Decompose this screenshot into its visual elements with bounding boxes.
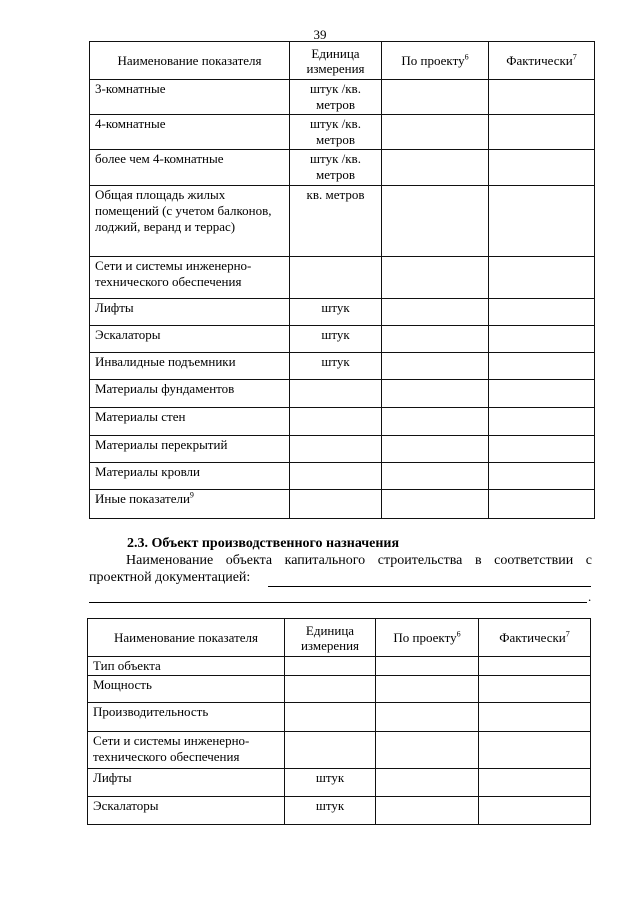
- row-name: Сети и системы инженерно-технического обеспечения: [90, 257, 290, 299]
- header-unit: Единица измерения: [285, 619, 376, 657]
- cell-project[interactable]: [376, 769, 479, 797]
- row-unit: штук: [285, 797, 376, 825]
- cell-actual[interactable]: [489, 257, 595, 299]
- object-name-underline-2[interactable]: [89, 602, 587, 603]
- cell-project[interactable]: [382, 150, 489, 186]
- row-name: Эскалаторы: [88, 797, 285, 825]
- row-name: Лифты: [88, 769, 285, 797]
- object-name-underline-1[interactable]: [268, 586, 591, 587]
- row-name: более чем 4-комнатные: [90, 150, 290, 186]
- table-row: [90, 80, 595, 115]
- cell-project[interactable]: [382, 326, 489, 353]
- row-name: Общая площадь жилых помещений (с учетом балконов, лоджий, веранд и террас): [90, 186, 290, 257]
- cell-project[interactable]: [376, 657, 479, 676]
- cell-actual[interactable]: [489, 490, 595, 519]
- cell-project[interactable]: [382, 436, 489, 463]
- table-row: [90, 115, 595, 150]
- cell-project[interactable]: [382, 408, 489, 436]
- table-row: [90, 326, 595, 353]
- cell-actual[interactable]: [489, 326, 595, 353]
- footnote-mark: 7: [565, 629, 570, 639]
- header-name: Наименование показателя: [88, 619, 285, 657]
- row-name: Эскалаторы: [90, 326, 290, 353]
- table-row: [90, 150, 595, 186]
- footnote-mark: 6: [464, 52, 469, 62]
- row-unit: штук: [290, 326, 382, 353]
- cell-actual[interactable]: [489, 463, 595, 490]
- table-row: [90, 380, 595, 408]
- cell-project[interactable]: [376, 676, 479, 703]
- table-row: [90, 490, 595, 519]
- row-unit: [290, 257, 382, 299]
- cell-project[interactable]: [382, 380, 489, 408]
- table-row: [88, 703, 591, 732]
- cell-project[interactable]: [382, 257, 489, 299]
- header-actual: Фактически$^7$: [489, 42, 595, 80]
- row-name: Инвалидные подъемники: [90, 353, 290, 380]
- row-unit: штук /кв. метров: [290, 115, 382, 150]
- row-name: Производительность: [88, 703, 285, 732]
- row-unit: штук /кв. метров: [290, 150, 382, 186]
- row-name: Иные показатели$^9$: [90, 490, 290, 519]
- header-project: По проекту$^6$: [376, 619, 479, 657]
- row-name: Лифты: [90, 299, 290, 326]
- cell-actual[interactable]: [489, 299, 595, 326]
- cell-project[interactable]: [382, 299, 489, 326]
- footnote-mark: 9: [189, 490, 194, 500]
- row-name: Сети и системы инженерно-технического обеспечения: [88, 732, 285, 769]
- table-row: [90, 408, 595, 436]
- row-name: 4-комнатные: [90, 115, 290, 150]
- footnote-mark: 6: [456, 629, 461, 639]
- end-mark: .: [588, 589, 592, 604]
- cell-project[interactable]: [382, 490, 489, 519]
- cell-actual[interactable]: [479, 769, 591, 797]
- row-name: Материалы стен: [90, 408, 290, 436]
- object-name-label-cont: проектной документацией:: [89, 570, 251, 585]
- row-unit: [285, 703, 376, 732]
- row-unit: штук /кв. метров: [290, 80, 382, 115]
- object-name-label: Наименование объекта капитального строительства в соответствии с: [126, 553, 592, 568]
- cell-actual[interactable]: [479, 703, 591, 732]
- row-unit: штук: [290, 299, 382, 326]
- row-unit: [285, 676, 376, 703]
- row-unit: [285, 732, 376, 769]
- row-unit: [290, 490, 382, 519]
- cell-actual[interactable]: [489, 380, 595, 408]
- page-number: 39: [313, 27, 327, 42]
- cell-project[interactable]: [382, 463, 489, 490]
- header-actual: Фактически$^7$: [479, 619, 591, 657]
- table-row: [90, 353, 595, 380]
- cell-actual[interactable]: [489, 408, 595, 436]
- row-name: Мощность: [88, 676, 285, 703]
- row-name: Материалы фундаментов: [90, 380, 290, 408]
- cell-actual[interactable]: [479, 732, 591, 769]
- cell-actual[interactable]: [489, 115, 595, 150]
- table-row: [88, 732, 591, 769]
- row-unit: [290, 436, 382, 463]
- row-name: 3-комнатные: [90, 80, 290, 115]
- table-row: [88, 797, 591, 825]
- header-name: Наименование показателя: [90, 42, 290, 80]
- row-unit: [290, 380, 382, 408]
- row-unit: [285, 657, 376, 676]
- row-unit: штук: [290, 353, 382, 380]
- cell-actual[interactable]: [479, 797, 591, 825]
- cell-project[interactable]: [382, 80, 489, 115]
- table-header-row: [88, 619, 591, 657]
- table-row: [90, 299, 595, 326]
- row-name: Тип объекта: [88, 657, 285, 676]
- row-unit: штук: [285, 769, 376, 797]
- table-row: [90, 463, 595, 490]
- footnote-mark: 7: [572, 52, 577, 62]
- cell-project[interactable]: [376, 703, 479, 732]
- cell-actual[interactable]: [489, 353, 595, 380]
- cell-project[interactable]: [382, 115, 489, 150]
- table-row: [90, 257, 595, 299]
- row-unit: кв. метров: [290, 186, 382, 257]
- table-row: [88, 769, 591, 797]
- cell-project[interactable]: [382, 186, 489, 257]
- cell-project[interactable]: [376, 732, 479, 769]
- cell-project[interactable]: [382, 353, 489, 380]
- row-unit: [290, 408, 382, 436]
- cell-actual[interactable]: [489, 80, 595, 115]
- table-row: [90, 436, 595, 463]
- cell-actual[interactable]: [489, 436, 595, 463]
- indicators-table-industrial: [87, 618, 591, 825]
- cell-actual[interactable]: [489, 150, 595, 186]
- row-unit: [290, 463, 382, 490]
- row-name: Материалы перекрытий: [90, 436, 290, 463]
- table-row: [88, 657, 591, 676]
- cell-actual[interactable]: [479, 676, 591, 703]
- section-title: 2.3. Объект производственного назначения: [127, 536, 400, 551]
- header-unit: Единица измерения: [290, 42, 382, 80]
- cell-project[interactable]: [376, 797, 479, 825]
- cell-actual[interactable]: [489, 186, 595, 257]
- row-name: Материалы кровли: [90, 463, 290, 490]
- indicators-table-residential: [89, 41, 595, 519]
- table-row: [88, 676, 591, 703]
- cell-actual[interactable]: [479, 657, 591, 676]
- table-row: [90, 186, 595, 257]
- header-project: По проекту$^6$: [382, 42, 489, 80]
- table-header-row: [90, 42, 595, 80]
